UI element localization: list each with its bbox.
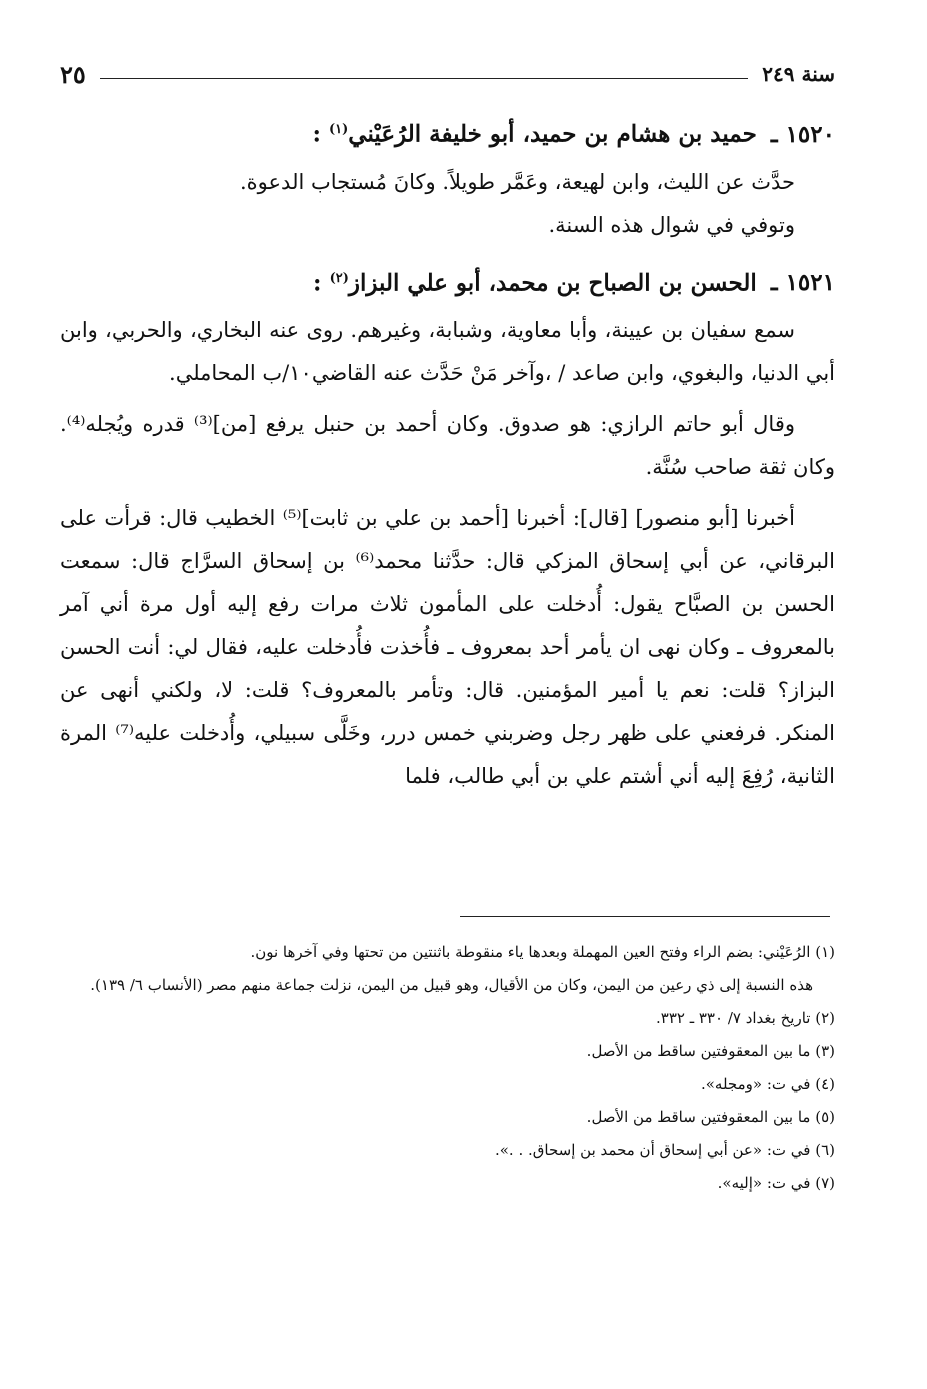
footnote-6: (٦) في ت: «عن أبي إسحاق أن محمد بن إسحاق. . .». <box>494 1141 835 1159</box>
footnote-separator <box>460 916 830 917</box>
entry-title: حميد بن هشام بن حميد، أبو خليفة الرُعَيْني <box>348 120 757 148</box>
book-page <box>60 50 835 1350</box>
running-head <box>60 50 835 98</box>
footnote-ref: (٢) <box>329 270 349 286</box>
entry-title: الحسن بن الصباح بن محمد، أبو علي البزاز <box>348 269 757 297</box>
entry-number: ١٥٢٠ ـ <box>770 120 835 148</box>
entry-heading-1521 <box>60 259 835 304</box>
footnote-3: (٣) ما بين المعقوفتين ساقط من الأصل. <box>586 1042 835 1060</box>
running-head-year: سنة ٢٤٩ <box>762 62 835 86</box>
entry-title-colon: : <box>312 120 321 148</box>
footnote-7: (٧) في ت: «إليه». <box>717 1174 835 1192</box>
entry-heading-1520 <box>60 110 835 155</box>
running-head-rule <box>100 78 749 79</box>
entry-paragraph: وتوفي في شوال هذه السنة. <box>548 212 795 237</box>
entry-number: ١٥٢١ ـ <box>770 269 835 297</box>
footnote-5: (٥) ما بين المعقوفتين ساقط من الأصل. <box>586 1108 835 1126</box>
footnote-1-continuation: هذه النسبة إلى ذي رعين من اليمن، وكان من الأقيال، وهو قبيل من اليمن، نزلت جماعة منهم مصر (الأنساب ٦/ ١٣٩). <box>90 976 813 994</box>
footnote-ref: (١) <box>328 122 349 137</box>
footnote-1: (١) الرُعَيْني: بضم الراء وفتح العين المهملة وبعدها ياء منقوطة باثنتين من تحتها وفي آخرها نون. <box>250 943 835 961</box>
footnotes <box>60 936 835 1200</box>
page-number: ٢٥ <box>60 59 86 89</box>
entry-paragraph: سمع سفيان بن عيينة، وأبا معاوية، وشبابة، وغيرهم. روى عنه البخاري، والحربي، وابن أبي الدنيا، والبغوي، وابن صاعد / ،وآخر مَنْ حَدَّث عنه القاضي١٠/ب المحاملي. <box>60 318 835 386</box>
footnote-4: (٤) في ت: «ومجله». <box>700 1075 835 1093</box>
entry-title-colon: : <box>313 269 322 297</box>
footnote-2: (٢) تاريخ بغداد ٧/ ٣٣٠ ـ ٣٣٢. <box>655 1009 835 1027</box>
entry-paragraph: وقال أبو حاتم الرازي: هو صدوق. وكان أحمد بن حنبل يرفع [من]⁽³⁾ قدره ويُجله⁽⁴⁾. وكان ثقة صاحب سُنَّة. <box>60 412 835 480</box>
entry-paragraph: حدَّث عن الليث، وابن لهيعة، وعَمَّر طويلاً. وكانَ مُستجاب الدعوة. <box>239 169 795 194</box>
entry-paragraph: أخبرنا [أبو منصور] [قال]: أخبرنا [أحمد بن علي بن ثابت]⁽⁵⁾ الخطيب قال: قرأت على البرقاني، عن أبي إسحاق المزكي قال: حدَّثنا محمد⁽⁶⁾ بن إسحاق السرَّاج قال: سمعت الحسن بن الصبَّاح يقول: أُدخلت على المأمون ثلاث مرات رفع إليه أول مرة أني آمر بالمعروف ـ وكان نهى ان يأمر أحد بمعروف ـ فأُخذت فأُدخلت عليه، فقال لي: أنت الحسن البزاز؟ قلت: نعم يا أمير المؤمنين. قال: وتأمر بالمعروف؟ قلت: لا، ولكني أنهى عن المنكر. فرفعني على ظهر رجل وضربني خمس درر، وخَلَّى سبيلي، وأُدخلت عليه⁽⁷⁾ المرة الثانية، رُفِعَ إليه أني أشتم علي بن أبي طالب، فلما <box>60 506 836 789</box>
